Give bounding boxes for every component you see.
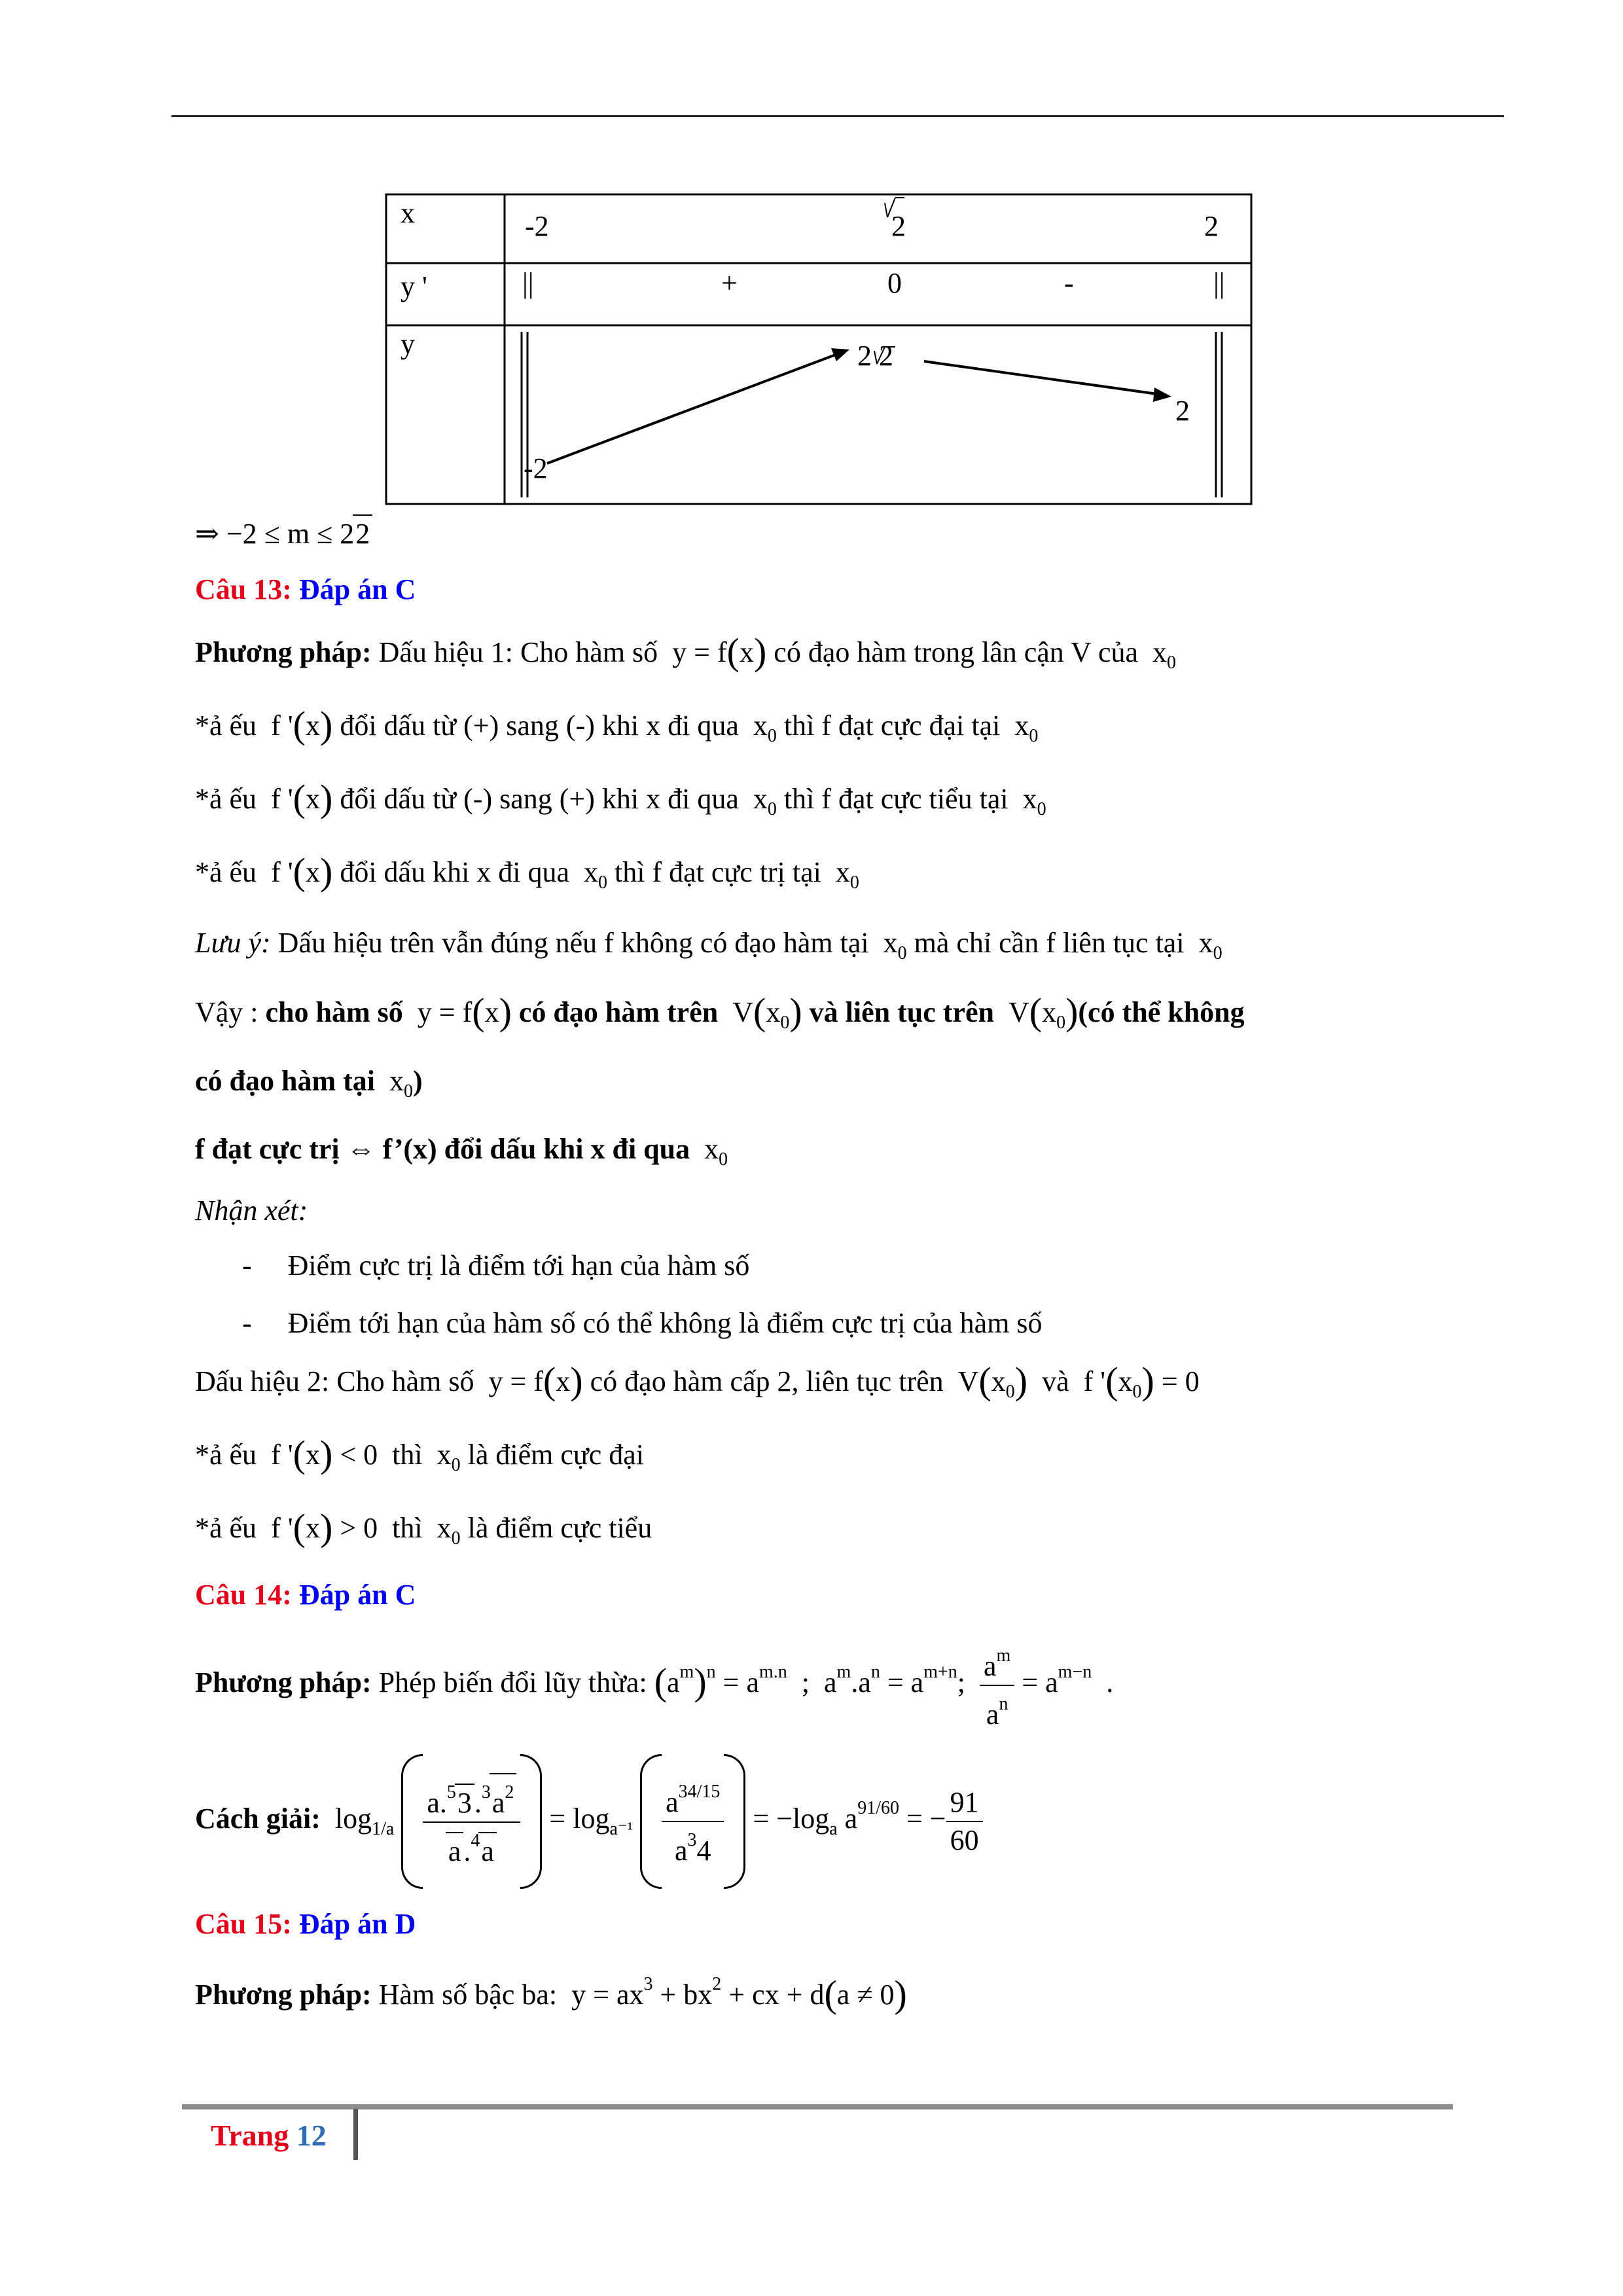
q13-vay-2: có đạo hàm tại $x_0$) bbox=[195, 1065, 423, 1102]
tbl-yp-label: y ' bbox=[401, 270, 427, 302]
conclusion: ⇒ −2 ≤ m ≤ 22 bbox=[195, 514, 372, 552]
q13-rule-2: *ả ếu f '(x) đổi dấu từ (-) sang (+) khi x đi qua $x_0$ thì f đạt cực tiểu tại $x_0$ bbox=[195, 777, 1046, 819]
q13-dh2: Dấu hiệu 2: Cho hàm số y = f(x) có đạo hàm cấp 2, liên tục trên $V(x_0)$ và f '$(x_0) = 0$ bbox=[195, 1359, 1200, 1402]
tbl-y-label: y bbox=[401, 328, 415, 360]
q13-bullet-2: - Điểm tới hạn của hàm số có thể không là điểm cực trị của hàm số bbox=[242, 1307, 1043, 1339]
q15-method: Phương pháp: Hàm số bậc ba: $y = ax^3 + bx^2$ + cx + d(a ≠ 0) bbox=[195, 1973, 907, 2015]
q13-bullet-1: - Điểm cực trị là điểm tới hạn của hàm số bbox=[242, 1249, 750, 1282]
tbl-yp-val-2: + bbox=[721, 267, 738, 299]
q13-note: Lưu ý: Dấu hiệu trên vẫn đúng nếu f không có đạo hàm tại $x_0$ mà chỉ cần f liên tục tại $x_0$ bbox=[195, 927, 1222, 963]
q15-heading: Câu 15: Đáp án D bbox=[195, 1908, 416, 1940]
tbl-x-val-3: 2 bbox=[1204, 210, 1219, 242]
q14-solution: Cách giải: $\log_{1/a}$ $\frac{a.^53.^3a^2}{a.^4a}$ = $\log_{a^{-1}}$ $\frac{a^{34/15}}{a^34}$ = $-\log_a$ $a^{91/60}$ = − $\frac{91}{60}$ bbox=[195, 1754, 983, 1885]
tbl-x-val-1: -2 bbox=[525, 210, 549, 242]
tbl-x-label: x bbox=[401, 197, 415, 229]
tbl-y-val-end: 2 bbox=[1175, 395, 1190, 427]
q13-cond-2: *ả ếu f '(x) > 0 thì $x_0$ là điểm cực tiểu bbox=[195, 1506, 652, 1549]
q14-heading: Câu 14: Đáp án C bbox=[195, 1579, 416, 1611]
q13-rule-3: *ả ếu f '(x) đổi dấu khi x đi qua $x_0$ thì f đạt cực trị tại $x_0$ bbox=[195, 850, 859, 893]
q14-method: Phương pháp: Phép biến đổi lũy thừa: $(a^m)^n = a^{m.n}$ ; $a^m.a^n = a^{m+n}$; $\frac{a^m}{a^n}$ = $a^{m-n}$ . bbox=[195, 1638, 1113, 1733]
q13-rule-1: *ả ếu f '(x) đổi dấu từ (+) sang (-) khi x đi qua $x_0$ thì f đạt cực đại tại $x_0$ bbox=[195, 704, 1039, 746]
footer-divider bbox=[353, 2109, 358, 2160]
tbl-yp-val-1: || bbox=[522, 267, 534, 299]
q13-vay: Vậy : cho hàm số y = f(x) có đạo hàm trên $V(x_0)$ và liên tục trên $V(x_0)(có$ thể không bbox=[195, 990, 1245, 1033]
tbl-y-val-max: 2 2 bbox=[857, 340, 893, 372]
q13-fdat: f đạt cực trị ⇔ f’(x) đổi dấu khi x đi qua $x_0$ bbox=[195, 1133, 728, 1170]
footer-rule bbox=[182, 2104, 1453, 2109]
q13-nhanxet: Nhận xét: bbox=[195, 1194, 308, 1227]
page-number: Trang 12 bbox=[211, 2119, 327, 2152]
arrow-down-head bbox=[1153, 387, 1171, 402]
q13-cond-1: *ả ếu f '(x) < 0 thì $x_0$ là điểm cực đại bbox=[195, 1433, 644, 1475]
tbl-x-val-2: 2 bbox=[891, 210, 906, 242]
variation-table bbox=[0, 0, 1623, 537]
tbl-y-val-min: -2 bbox=[524, 452, 548, 484]
tbl-yp-val-5: || bbox=[1213, 267, 1225, 299]
tbl-yp-val-3: 0 bbox=[887, 267, 902, 299]
q13-method: Phương pháp: Dấu hiệu 1: Cho hàm số y = f(x) có đạo hàm trong lân cận V của $x_0$ bbox=[195, 630, 1177, 673]
arrow-up-head bbox=[831, 348, 849, 361]
q13-heading: Câu 13: Đáp án C bbox=[195, 573, 416, 605]
tbl-yp-val-4: - bbox=[1064, 267, 1074, 299]
